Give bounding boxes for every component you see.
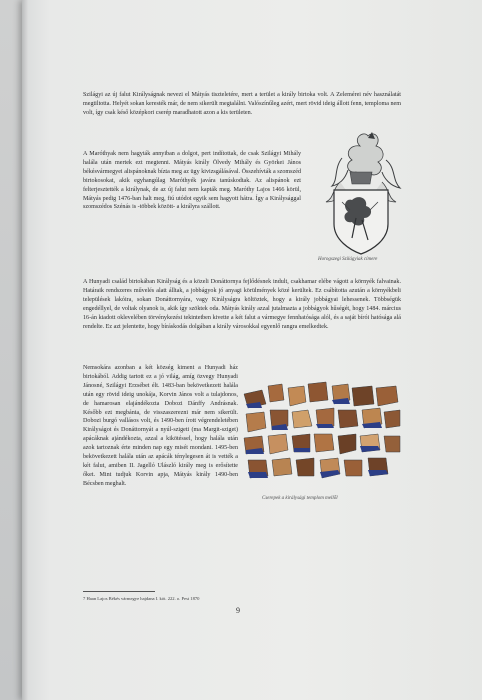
pottery-sherds-image [240,380,405,495]
footnote-rule [83,591,155,592]
page-number: 9 [236,606,240,615]
paragraph-2: A Maróthyak nem hagyták annyiban a dolgot, pert indítottak, de csak Szilágyi Mihály halála után mertek ezt megtenni. Mátyás király Ölvedy Mihály és Györkei János békésvármegyei alispánoknak bízta meg az ügy kivizsgálásával. Összehívták a szomszéd birtokosokat, akik egyhangúlag Maróthyék javára tanúskodtak. Az alispánok ezt felterjesztették a királynak, de az új falut nem kapták meg. Maróthy Lajos 1466 körül, Mátyás pedig 1476-ban halt meg, fiú utódot egyik sem hagyott hátra. Így a Királysággal szomszédos Szénás is -többek között- a királyra szállott. [83,151,301,211]
pottery-caption: Cserepek a királysági templom mellől [262,496,338,501]
paragraph-4: Nemsokára azonban a két község kiment a Hunyadi ház birtokából. Addig tartott ez a jó világ, amíg özvegy Hunyadi Jánosné, Szilágyi Erzsébet élt. 1483-ban bekövetkezett halála után egy rövid ideig unokája, Korvin János volt a tulajdonos, de hamarosan elajándékozta Dobozi Dánffy Andrásnak. Később ezt megbánta, de visszaszerezni már nem sikerült. Dobozi burgó vallásos volt, és 1490-ben írott végrendeletében Királyságot és Donáttornyát a nyúl-szigeti (ma Margit-sziget) apácáknak ajándékozta, azzal a kikötéssel, hogy halála után azok tartoznak érte minden nap egy misét mondani. 1495-ben bekövetkezett halála után az apácák ténylegesen át is vették a két falut, amiben II. Jagelló Ulászló király meg is erősítette őket. Mint tudjuk Korvin apja, Mátyás király 1490-ben Bécsben meghalt. [83,365,238,487]
coat-of-arms-caption: Horogszegi Szilágyiak címere [318,257,378,262]
paragraph-1: Szilágyi az új falut Királyságnak nevezi el Mátyás tiszteletére, mert a terület a király birtoka volt. A Zelemérei név használatát megtiltotta. Helyét sokan keresték már, de nem sikerült megtalálni. Valószínűleg azért, mert rövid ideig állott fenn, temploma nem volt, így csak késő középkori cserép maradhatott azon a kis területen. [83,92,401,116]
paragraph-3: A Hunyadi család birtokában Királyság és a közeli Donáttornya fejlődésnek indult, csakhamar elébe vágott a környék falvainak. Határaik rendszeres művelés alatt álltak, a jobbágyok jó anyagi körülmények közé kerültek. Ez csábította azután a környékbeli települések lakóira, sokan Donáttornyára, vagy Királyságra költöztek, hogy a király jobbágyai lehessenek. Többségük engedéllyel, de voltak olyanok is, akik így szöktek oda. Mátyás király azzal jutalmazta a jobbágyok hűségét, hogy 1484. március 16-án kiadott oklevelében törvénykezési tekintetben kivette a két falut a vármegye fennhatósága alól, és a saját bírói hatósága alá rendelte. Ez azt jelentette, hogy bíráskodás dolgában a király városokkal egyenlő rangra emelkedtek. [83,279,401,330]
footnote: 7 Haan Lajos Békés vármegye hajdana I. köt. 222. o. Pest 1870 [83,596,200,601]
page-gutter [22,0,28,700]
coat-of-arms-image [312,128,410,268]
